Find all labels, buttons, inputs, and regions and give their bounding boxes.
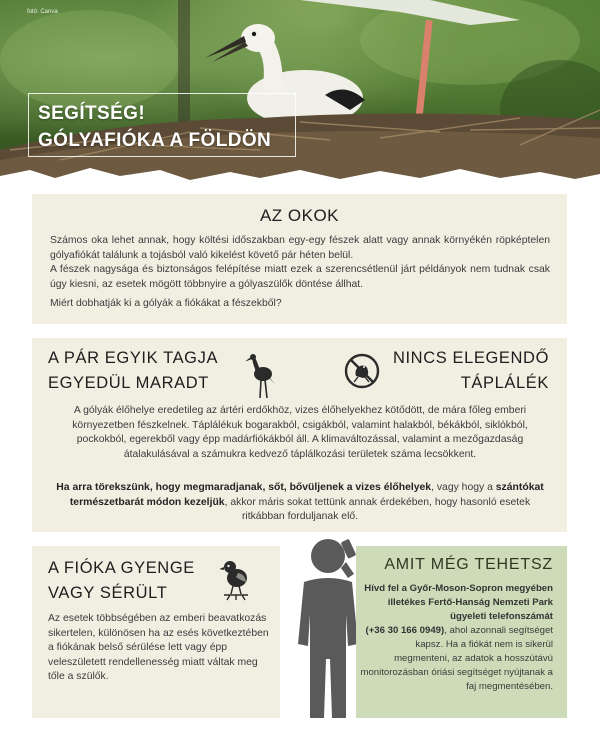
weak-chick-line-2: VAGY SÉRÜLT xyxy=(48,584,168,602)
injured-bird-icon xyxy=(220,558,252,602)
lost-partner-line-2: EGYEDÜL MARADT xyxy=(48,374,209,392)
weak-chick-text: Az esetek többségében az emberi beavatkozás sikertelen, különösen ha az esés következtében a fiókának belső sérülése lett vagy épp veleszületett rendellenesség miatt váltak meg tőle a szülők. xyxy=(48,613,269,682)
page-title xyxy=(38,100,271,154)
what-you-can-do-text xyxy=(358,582,553,694)
phone-number[interactable]: (+36 30 166 0949) xyxy=(365,625,445,636)
no-food-line-1: NINCS ELEGENDŐ xyxy=(392,349,549,367)
reasons-title: AZ OKOK xyxy=(259,206,340,225)
reasons-paragraph-1: Számos oka lehet annak, hogy költési időszakban egy-egy fészek alatt vagy annak környékén röpképtelen gólyafiókát találunk a tojásból való kikelést követő pár héten belül. xyxy=(50,235,550,261)
habitat-paragraph: A gólyák élőhelye eredetileg az ártéri erdőkhöz, vizes élőhelyekhez kötődött, de mára főleg emberi környezetben fészkelnek. Táplálékuk bogarakból, csigákból, valamint halakból, békákból, siklókból, pockokból, egerekből vagy épp madárfiókákból áll. A klimaváltozással, valamint a mezőgazdaság átalakulásával a számukra kedvező táplálkozási területek száma lecsökkent. xyxy=(72,405,528,460)
help-explanation: , ahol azonnali segítséget kapsz. Ha a fiókát nem is sikerül megmenteni, az adatok a hosszútávú monitorozásban óriási segítséget nyújtanak a faj megmentésében. xyxy=(360,625,553,692)
hero-photo xyxy=(0,0,600,192)
weak-chick-section xyxy=(32,546,280,718)
no-food-heading xyxy=(359,346,549,396)
advice-text-1: , vagy hogy a xyxy=(431,482,496,493)
reasons-section xyxy=(32,194,567,324)
advice-bold-1: Ha arra törekszünk, hogy megmaradjanak, sőt, bővüljenek a vizes élőhelyek xyxy=(56,482,432,493)
what-you-can-do-section xyxy=(356,546,567,718)
reasons-paragraph-2: A fészek nagysága és biztonságos felépítése miatt ezek a szerencsétlenül járt példányok nem tudnak csak úgy kiesni, az esetek mögött többnyire a gólyaszülők döntése állhat. xyxy=(50,264,550,290)
call-instruction: Hívd fel a Győr-Moson-Sopron megyében illetékes Fertő-Hanság Nemzeti Park ügyeleti telefonszámát xyxy=(364,583,553,622)
stork-icon xyxy=(246,350,276,400)
habitat-advice xyxy=(48,481,552,525)
title-line-1: SEGÍTSÉG! xyxy=(38,103,146,124)
advice-bold-2: szántókat természetbarát módon kezeljük xyxy=(69,482,544,508)
weak-chick-line-1: A FIÓKA GYENGE xyxy=(48,559,195,577)
advice-text-2: , akkor máris sokat tettünk annak érdekében, hogy hasonló esetek ritkábban forduljanak elő. xyxy=(224,496,531,522)
photo-credit: fotó: Canva xyxy=(27,9,58,15)
habitat-text xyxy=(48,404,552,462)
reasons-text xyxy=(50,234,550,292)
title-line-2: GÓLYAFIÓKA A FÖLDÖN xyxy=(38,130,272,151)
weak-chick-heading xyxy=(48,556,228,606)
reasons-question: Miért dobhatják ki a gólyák a fiókákat a fészekből? xyxy=(50,298,282,309)
no-food-line-2: TÁPLÁLÉK xyxy=(460,374,549,392)
causes-section xyxy=(32,338,567,532)
lost-partner-line-1: A PÁR EGYIK TAGJA xyxy=(48,349,219,367)
what-you-can-do-title: AMIT MÉG TEHETSZ xyxy=(384,556,553,573)
lost-partner-heading xyxy=(48,346,268,396)
